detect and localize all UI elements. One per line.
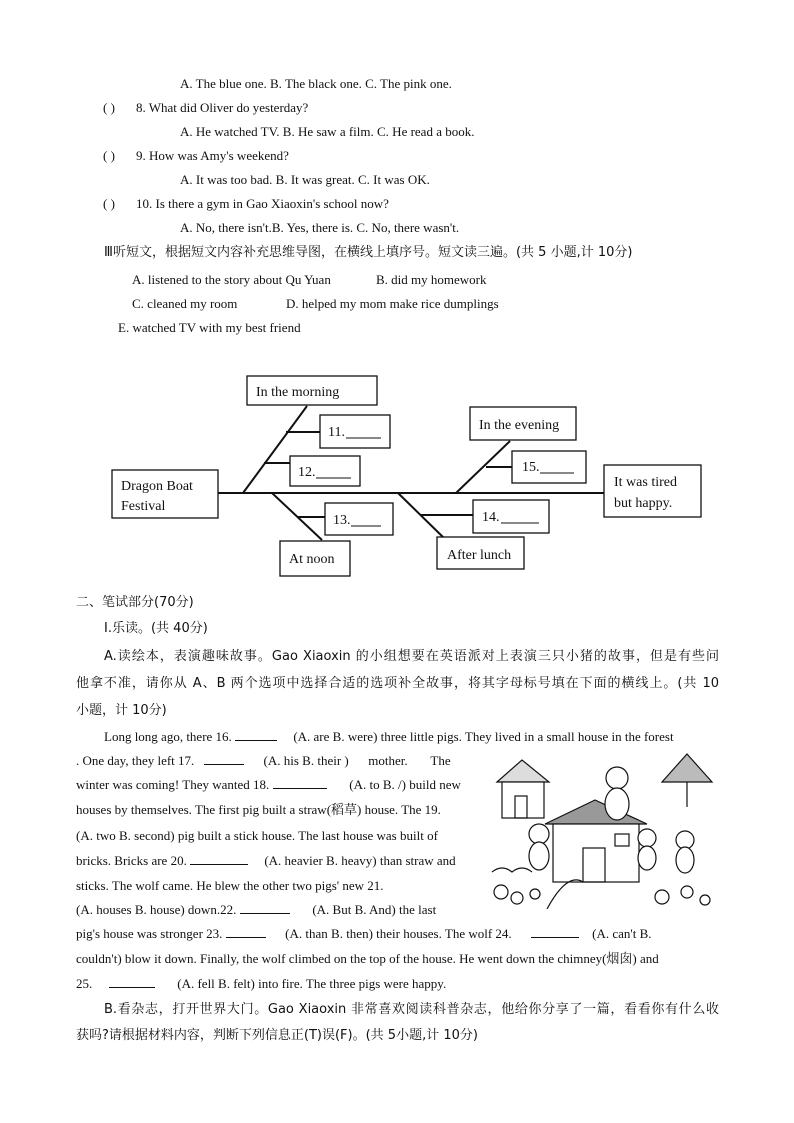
q9-options: A. It was too bad. B. It was great. C. It was OK. <box>180 172 430 187</box>
story-line-1: Long long ago, there 16. (A. are B. were) three little pigs. They lived in a small house in the forest <box>104 729 674 744</box>
partA-intro-3: 小题，计 10分) <box>76 703 167 718</box>
blank-14-label: 14. <box>482 510 500 525</box>
q9-question: 9. How was Amy's weekend? <box>136 148 289 163</box>
blank-12-label: 12. <box>298 465 316 480</box>
q8-question: 8. What did Oliver do yesterday? <box>136 100 309 115</box>
story-line-6: bricks. Bricks are 20. (A. heavier B. heavy) than straw and <box>76 853 456 868</box>
story-line-11: 25. (A. fell B. felt) into fire. The three pigs were happy. <box>76 976 447 991</box>
evening-label: In the evening <box>479 418 560 433</box>
section3-heading: Ⅲ听短文，根据短文内容补充思维导图，在横线上填序号。短文读三遍。(共 5 小题,计 10分) <box>104 245 633 260</box>
three-pigs-illustration <box>487 752 719 909</box>
after-lunch-label: After lunch <box>447 548 512 563</box>
story-line-8: (A. houses B. house) down.22. (A. But B. And) the last <box>76 902 437 917</box>
partA-intro-1: A.读绘本，表演趣味故事。Gao Xiaoxin 的小组想要在英语派对上表演三只小猪的故事，但是有些问 <box>104 649 719 664</box>
story-line-2: . One day, they left 17. (A. his B. their ) mother. The <box>76 753 451 768</box>
option-b: B. did my homework <box>376 272 487 287</box>
q8-options: A. He watched TV. B. He saw a film. C. He read a book. <box>180 124 475 139</box>
story-line-9: pig's house was stronger 23. (A. than B. then) their houses. The wolf 24. (A. can't B. <box>76 926 652 941</box>
morning-label: In the morning <box>256 385 340 400</box>
written-heading: 二、笔试部分(70分) <box>76 595 194 610</box>
story-line-7: sticks. The wolf came. He blew the other two pigs' new 21. <box>76 878 384 893</box>
story-line-4: houses by themselves. The first pig built a straw(稻草) house. The 19. <box>76 802 441 817</box>
reading-heading: Ⅰ.乐读。(共 40分) <box>104 621 208 636</box>
q7-options: A. The blue one. B. The black one. C. The pink one. <box>180 76 452 91</box>
q10-bracket: ( ) <box>103 196 115 211</box>
option-a: A. listened to the story about Qu Yuan <box>132 272 331 287</box>
option-c: C. cleaned my room <box>132 296 238 311</box>
noon-label: At noon <box>289 552 335 567</box>
q8-bracket: ( ) <box>103 100 115 115</box>
story-line-5: (A. two B. second) pig built a stick house. The last house was built of <box>76 828 438 843</box>
partA-intro-2: 他拿不准，请你从 A、B 两个选项中选择合适的选项补全故事，将其字母标号填在下面的横线上。(共 10 <box>76 676 719 691</box>
partB-intro-2: 获吗?请根据材料内容，判断下列信息正(T)误(F)。(共 5小题,计 10分) <box>76 1028 478 1043</box>
tail-line-2: but happy. <box>614 496 673 511</box>
blank-15-label: 15. <box>522 460 540 475</box>
q10-options: A. No, there isn't.B. Yes, there is. C. No, there wasn't. <box>180 220 460 235</box>
story-line-10: couldn't) blow it down. Finally, the wolf climbed on the top of the house. He went down the chimney(烟囱) and <box>76 951 659 966</box>
q10-question: 10. Is there a gym in Gao Xiaoxin's school now? <box>136 196 389 211</box>
partB-intro-1: B.看杂志，打开世界大门。Gao Xiaoxin 非常喜欢阅读科普杂志，他给你分享了一篇，看看你有什么收 <box>104 1002 719 1017</box>
story-line-3: winter was coming! They wanted 18. (A. to B. /) build new <box>76 777 461 792</box>
blank-11-label: 11. <box>328 425 345 440</box>
blank-13-label: 13. <box>333 513 351 528</box>
tail-line-1: It was tired <box>614 475 677 490</box>
q9-bracket: ( ) <box>103 148 115 163</box>
head-line-2: Festival <box>121 499 166 514</box>
option-d: D. helped my mom make rice dumplings <box>286 296 499 311</box>
head-line-1: Dragon Boat <box>121 479 193 494</box>
option-e: E. watched TV with my best friend <box>118 320 301 335</box>
